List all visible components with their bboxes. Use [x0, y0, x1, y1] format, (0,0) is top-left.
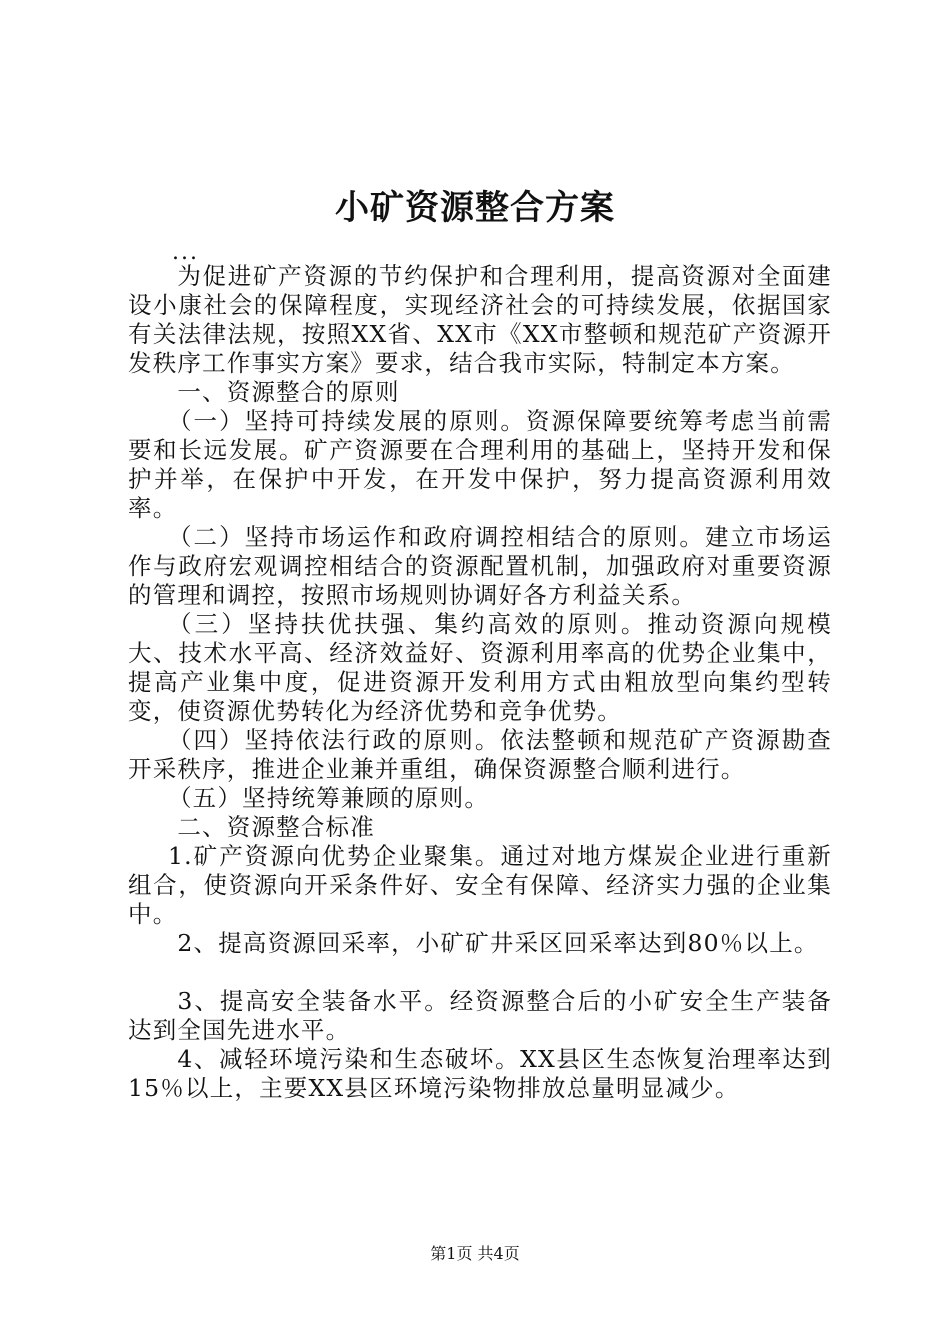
- principle-paragraph: （一）坚持可持续发展的原则。资源保障要统筹考虑当前需要和长远发展。矿产资源要在合理利用的基础上，坚持开发和保护并举，在保护中开发，在开发中保护，努力提高资源利用效率。: [128, 407, 832, 522]
- intro-paragraph: 为促进矿产资源的节约保护和合理利用，提高资源对全面建设小康社会的保障程度，实现经济社会的可持续发展，依据国家有关法律法规，按照XX省、XX市《XX市整顿和规范矿产资源开发秩序工作事实方案》要求，结合我市实际，特制定本方案。: [128, 262, 832, 377]
- document-title: 小矿资源整合方案: [335, 188, 615, 228]
- document-body: [128, 262, 832, 1103]
- principle-paragraph: （二）坚持市场运作和政府调控相结合的原则。建立市场运作与政府宏观调控相结合的资源配置机制，加强政府对重要资源的管理和调控，按照市场规则协调好各方利益关系。: [128, 523, 832, 609]
- principle-paragraph: （三）坚持扶优扶强、集约高效的原则。推动资源向规模大、技术水平高、经济效益好、资源利用率高的优势企业集中，提高产业集中度，促进资源开发利用方式由粗放型向集约型转变，使资源优势转化为经济优势和竞争优势。: [128, 610, 832, 725]
- principle-paragraph: （五）坚持统筹兼顾的原则。: [167, 784, 490, 812]
- ellipsis-text: ...: [172, 240, 199, 265]
- standard-paragraph: 3、提高安全装备水平。经资源整合后的小矿安全生产装备达到全国先进水平。: [128, 987, 832, 1044]
- section-heading-principles: 一、资源整合的原则: [177, 378, 400, 406]
- page-footer: 第1页 共4页: [430, 1244, 520, 1263]
- principle-paragraph: （四）坚持依法行政的原则。依法整顿和规范矿产资源勘查开采秩序，推进企业兼并重组，确保资源整合顺利进行。: [128, 726, 832, 783]
- standard-paragraph: 4、减轻环境污染和生态破坏。XX县区生态恢复治理率达到15％以上，主要XX县区环境污染物排放总量明显减少。: [128, 1045, 832, 1102]
- standard-paragraph: 1.矿产资源向优势企业聚集。通过对地方煤炭企业进行重新组合，使资源向开采条件好、安全有保障、经济实力强的企业集中。: [128, 842, 832, 928]
- section-heading-standards: 二、资源整合标准: [177, 813, 375, 841]
- standard-paragraph: 2、提高资源回采率，小矿矿井采区回采率达到80％以上。: [177, 929, 819, 957]
